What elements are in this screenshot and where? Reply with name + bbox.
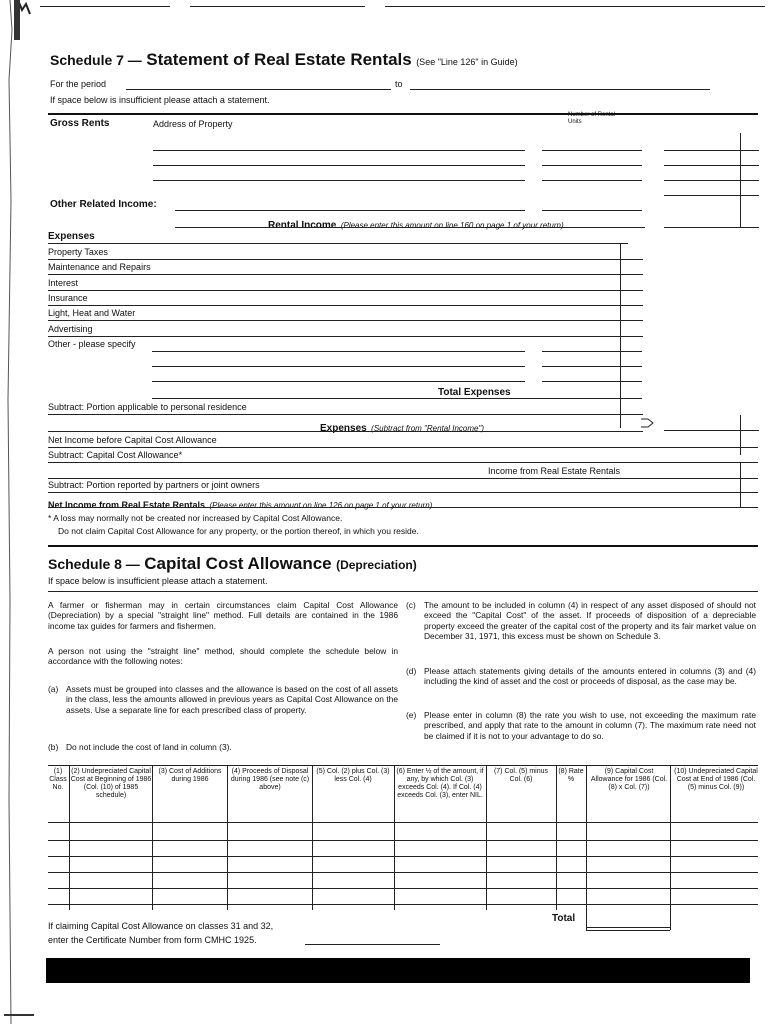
rent-amount-input[interactable]: [664, 195, 759, 196]
total-cca-input[interactable]: [586, 927, 670, 928]
expenses-row: Expenses (Subtract from "Rental Income"): [320, 423, 484, 434]
expense-interest: Interest: [48, 278, 79, 288]
schedule7-title: Schedule 7 — Statement of Real Estate Rentals (See "Line 126" in Guide): [50, 50, 518, 69]
left-para-1: A farmer or fisherman may in certain circumstances claim Capital Cost Allowance (Depreciation) by a special "straight line" method. Full details are contained in the 1986 income tax guides for farmers and fishermen.: [48, 600, 398, 631]
schedule8-space-note: If space below is insufficient please attach a statement.: [48, 576, 268, 586]
cents-divider: [740, 133, 741, 228]
col-divider: [556, 765, 557, 910]
footnote-2: Do not claim Capital Cost Allowance for any property, or the portion thereof, in which you reside.: [58, 526, 419, 536]
net-income-row: Net Income from Real Estate Rentals (Please enter this amount on line 126 on page 1 of your return): [48, 500, 433, 510]
note-c-label: (c): [406, 600, 416, 610]
cca-table-header: [48, 768, 758, 820]
note-a-label: (a): [48, 684, 59, 694]
period-label: For the period: [50, 79, 107, 89]
col-header: (6) Enter ½ of the amount, if any, by which Col. (3) exceeds Col. (4). If Col. (4) exceeds Col. (3), enter NIL.: [396, 768, 484, 799]
note-d: Please attach statements giving details of the amounts entered in columns (3) and (4) including the kind of asset and the cost or proceeds of disposal, as the case may be.: [424, 666, 756, 687]
table-row[interactable]: [48, 888, 758, 889]
col-header: (3) Cost of Additions during 1986: [158, 768, 222, 783]
cmhc-line-1: If claiming Capital Cost Allowance on classes 31 and 32,: [48, 921, 274, 931]
income-from-rentals-label: Income from Real Estate Rentals: [488, 466, 621, 476]
units-input[interactable]: [542, 150, 642, 151]
top-rule: [190, 6, 365, 7]
section-rule: [48, 113, 758, 115]
left-para-2: A person not using the "straight line" method, should complete the schedule below in accordance with the following notes:: [48, 646, 398, 667]
address-input[interactable]: [153, 165, 525, 166]
footer-black-bar: [46, 958, 750, 983]
subtract-cca-label: Subtract: Capital Cost Allowance*: [48, 450, 183, 460]
table-header-rule: [48, 822, 758, 823]
expenses-rule: [48, 243, 628, 244]
arrow-right-icon: [640, 417, 654, 429]
expense-line[interactable]: [48, 290, 643, 291]
expense-line[interactable]: [48, 274, 643, 275]
table-row[interactable]: [48, 872, 758, 873]
subtract-cca-input[interactable]: [48, 462, 758, 463]
col-divider: [586, 765, 587, 930]
table-row[interactable]: [48, 840, 758, 841]
table-top-rule: [48, 765, 758, 766]
section-rule: [48, 591, 758, 592]
expense-other: Other - please specify: [48, 339, 136, 349]
total-double-rule: [586, 930, 670, 931]
cents-divider: [740, 462, 741, 508]
col-divider: [152, 765, 153, 910]
col-header: (1) Class No.: [49, 768, 67, 791]
subtract-partners-input[interactable]: [48, 492, 758, 493]
units-label: Number of Rental Units: [568, 112, 616, 125]
note-e-label: (e): [406, 710, 417, 720]
expense-maintenance: Maintenance and Repairs: [48, 262, 151, 272]
units-input[interactable]: [542, 165, 642, 166]
col-header: (7) Col. (5) minus Col. (6): [493, 768, 549, 783]
col-header: (4) Proceeds of Disposal during 1986 (see note (c) above): [230, 768, 310, 791]
rent-amount-input[interactable]: [664, 150, 759, 151]
other-expense-input[interactable]: [152, 366, 525, 367]
expense-property-taxes: Property Taxes: [48, 247, 108, 257]
other-expense-input[interactable]: [152, 381, 525, 382]
col-divider: [69, 765, 70, 910]
cmhc-line-2: enter the Certificate Number from form CMHC 1925.: [48, 935, 257, 945]
period-to-input[interactable]: [410, 89, 710, 90]
address-input[interactable]: [153, 150, 525, 151]
col-header: (2) Undepreciated Capital Cost at Beginning of 1986 (Col. (10) of 1985 schedule): [70, 768, 152, 799]
expenses-heading: Expenses: [48, 231, 95, 242]
col-divider: [486, 765, 487, 910]
col-divider: [227, 765, 228, 910]
subtract-personal-input[interactable]: [48, 414, 643, 415]
note-a: Assets must be grouped into classes and the allowance is based on the cost of all assets in the class, less the amounts allowed in previous years as Capital Cost Allowance on the assets. Use a separate line for each prescribed class of property.: [66, 684, 398, 715]
note-b: Do not include the cost of land in column (3).: [66, 742, 232, 752]
total-label: Total: [552, 913, 576, 924]
period-to-label: to: [395, 79, 403, 89]
section-rule: [48, 545, 758, 547]
scan-edge-artifact: [0, 0, 40, 1024]
other-expense-input[interactable]: [152, 351, 525, 352]
col-divider: [670, 765, 671, 930]
table-row[interactable]: [48, 856, 758, 857]
expense-line[interactable]: [48, 336, 643, 337]
expenses-total-input[interactable]: [664, 430, 759, 431]
other-income-units[interactable]: [542, 210, 642, 211]
note-e: Please enter in column (8) the rate you wish to use, not exceeding the maximum rate prescribed, and apply that rate to the amount in column (7). The maximum rate need not be claimed if it is not to your advantage to do so.: [424, 710, 756, 741]
rental-income-rule: [175, 227, 645, 228]
schedule8-title: Schedule 8 — Capital Cost Allowance (Depreciation): [48, 554, 417, 573]
income-from-rentals-input[interactable]: [48, 478, 758, 479]
cents-divider: [740, 415, 741, 455]
net-income-input[interactable]: [48, 507, 758, 508]
footnote-1: * A loss may normally not be created nor increased by Capital Cost Allowance.: [48, 513, 343, 523]
net-before-cca-input[interactable]: [48, 447, 758, 448]
col-header: (10) Undepreciated Capital Cost at End of 1986 (Col. (5) minus Col. (9)): [674, 768, 758, 791]
subtract-personal-label: Subtract: Portion applicable to personal residence: [48, 402, 247, 412]
expense-line[interactable]: [48, 259, 643, 260]
top-rule: [385, 6, 765, 7]
col-header: (5) Col. (2) plus Col. (3) less Col. (4): [316, 768, 390, 783]
note-d-label: (d): [406, 666, 417, 676]
col-header: (8) Rate %: [558, 768, 584, 783]
gross-rents-label: Gross Rents: [50, 118, 110, 129]
table-row[interactable]: [48, 904, 758, 905]
note-b-label: (b): [48, 742, 59, 752]
rent-amount-input[interactable]: [664, 180, 759, 181]
address-label: Address of Property: [153, 119, 233, 129]
rental-income-input[interactable]: [664, 227, 759, 228]
top-rule: [40, 6, 170, 7]
subtract-partners-label: Subtract: Portion reported by partners or joint owners: [48, 480, 260, 490]
expense-insurance: Insurance: [48, 293, 88, 303]
other-income-input[interactable]: [175, 210, 525, 211]
expense-advertising: Advertising: [48, 324, 93, 334]
rental-income-row: Rental Income (Please enter this amount on line 160 on page 1 of your return): [268, 220, 564, 231]
total-expenses-rule: [152, 398, 642, 399]
expenses-rule: [48, 431, 643, 432]
cmhc-certificate-input[interactable]: [305, 944, 440, 945]
period-from-input[interactable]: [126, 89, 391, 90]
expense-utilities: Light, Heat and Water: [48, 308, 136, 318]
total-expenses-label: Total Expenses: [438, 387, 511, 398]
expense-amount-input[interactable]: [542, 381, 642, 382]
other-income-label: Other Related Income:: [50, 199, 157, 210]
space-note: If space below is insufficient please attach a statement.: [50, 95, 270, 105]
expense-line[interactable]: [48, 320, 643, 321]
note-c: The amount to be included in column (4) in respect of any asset disposed of should not exceed the "Capital Cost" of the asset. If proceeds of disposition of a depreciable property exceed the greater of the capital cost of the property and its fair market value on December 31, 1971, this excess must be shown on Schedule 3.: [424, 600, 756, 642]
col-divider: [312, 765, 313, 910]
expense-amount-input[interactable]: [542, 351, 642, 352]
col-header: (9) Capital Cost Allowance for 1986 (Col. (8) x Col. (7)): [590, 768, 668, 791]
rent-amount-input[interactable]: [664, 165, 759, 166]
net-before-cca-label: Net Income before Capital Cost Allowance: [48, 435, 217, 445]
units-input[interactable]: [542, 180, 642, 181]
col-divider: [394, 765, 395, 910]
amount-divider: [620, 243, 621, 428]
expense-line[interactable]: [48, 305, 643, 306]
expense-amount-input[interactable]: [542, 366, 642, 367]
address-input[interactable]: [153, 180, 525, 181]
